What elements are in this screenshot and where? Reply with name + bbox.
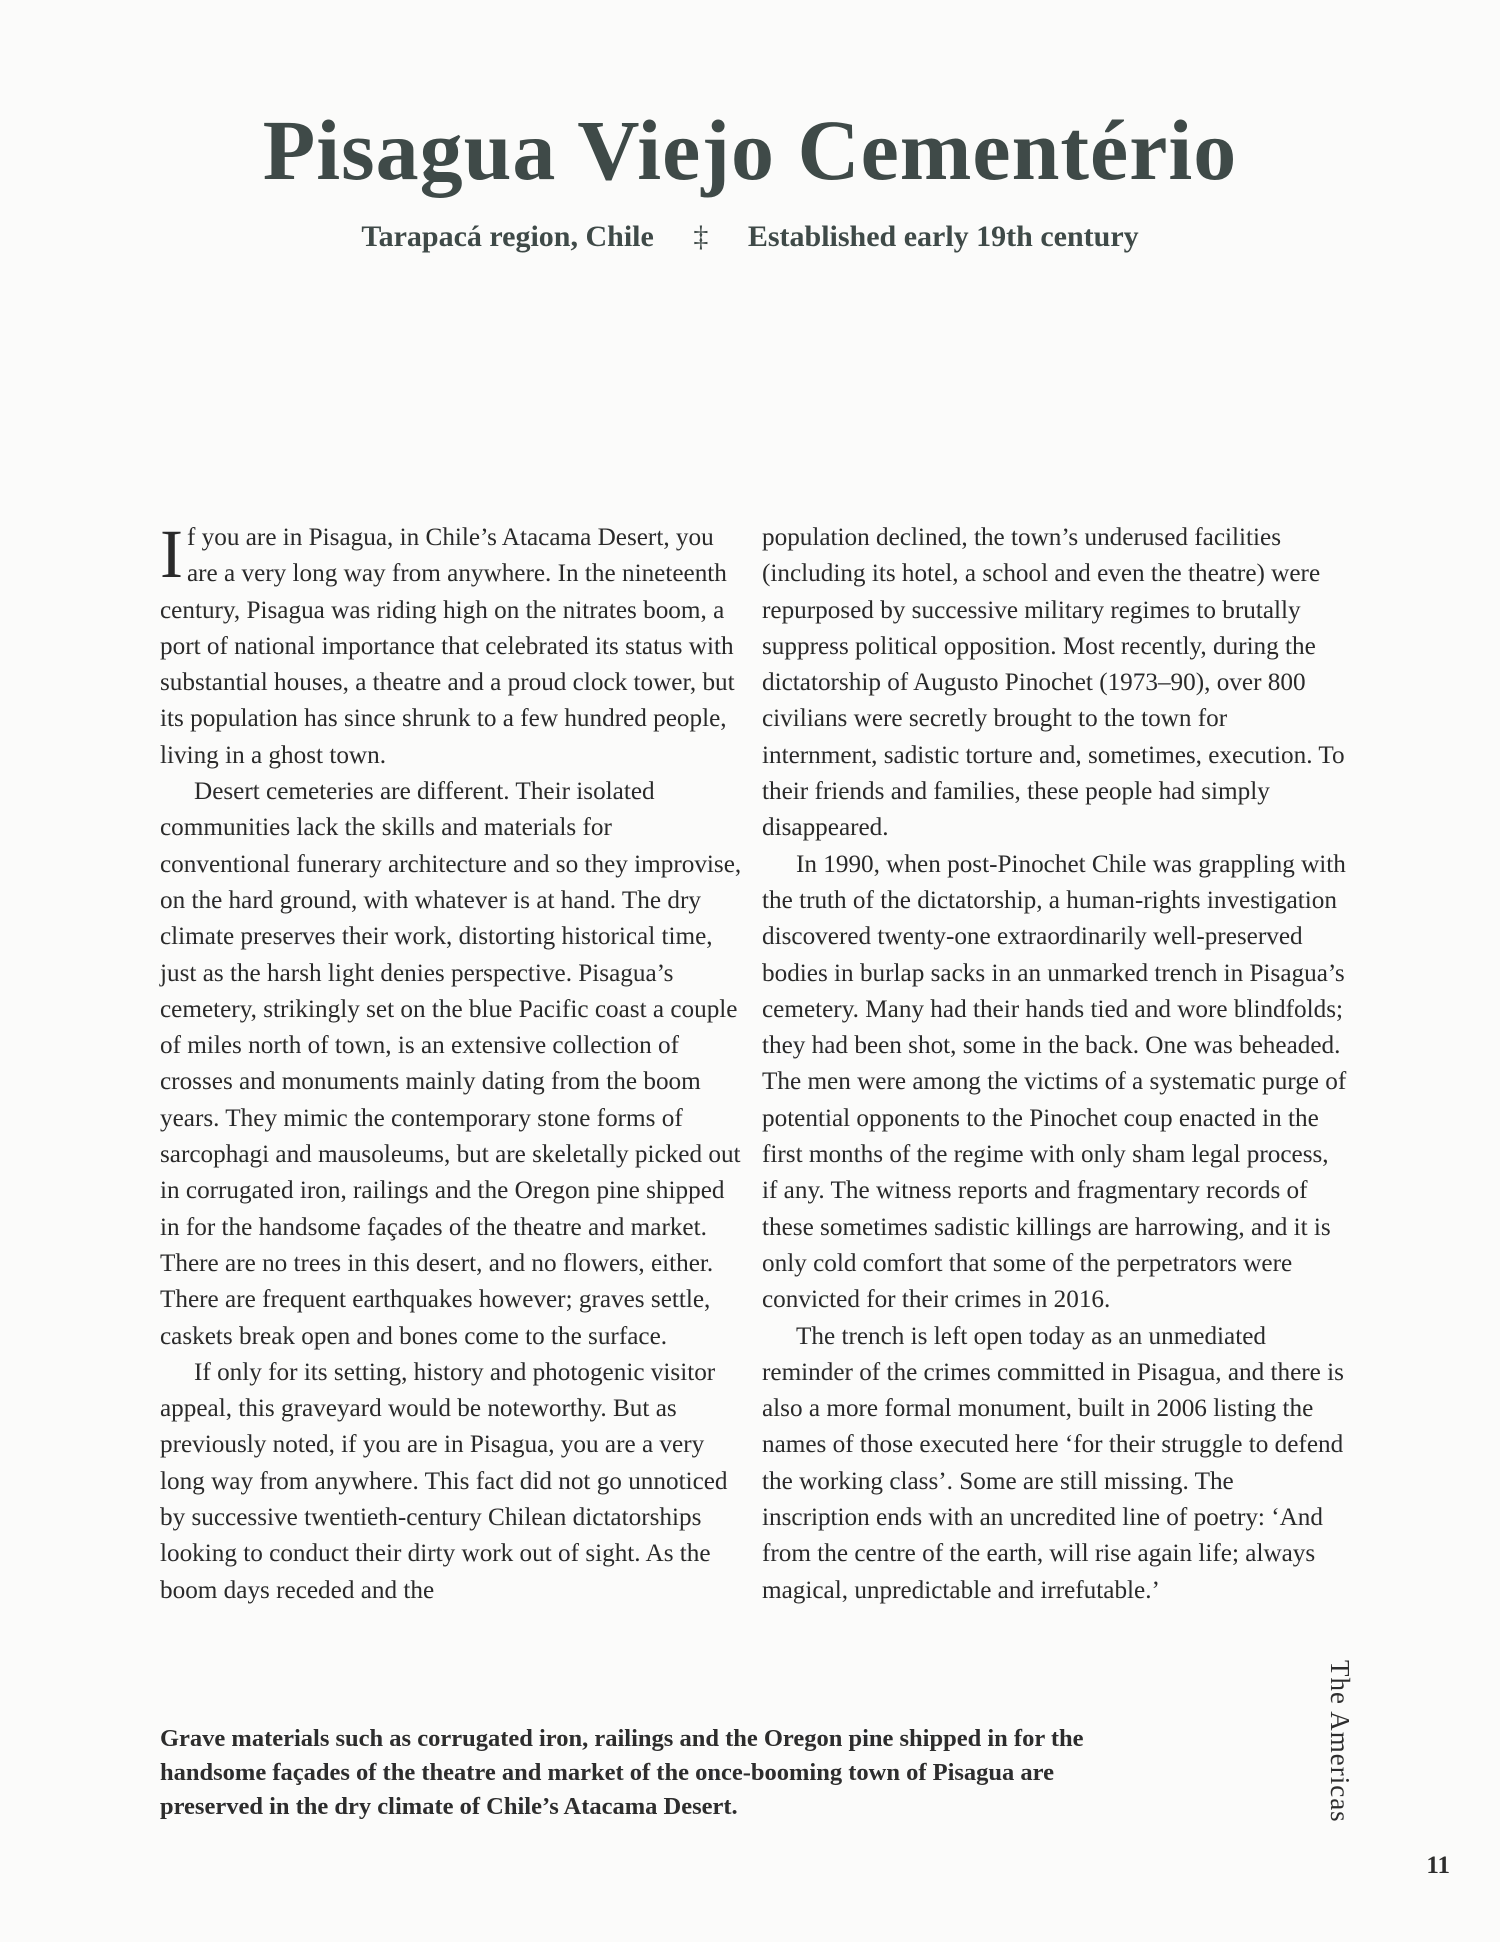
text-column-left (160, 516, 745, 1609)
subtitle (0, 220, 1500, 254)
drop-cap: I (160, 516, 183, 592)
body-paragraph-5: In 1990, when post-Pinochet Chile was grappling with the truth of the dictatorship, a human-rights investigation discovered twenty-one extraordinarily well-preserved bodies in burlap sacks in an unmarked trench in Pisagua’s cemetery. Many had their hands tied and wore blindfolds; they had been shot, some in the back. One was beheaded. The men were among the victims of a systematic purge of potential opponents to the Pinochet coup enacted in the first months of the regime with only sham legal process, if any. The witness reports and fragmentary records of these sometimes sadistic killings are harrowing, and it is only cold comfort that some of the perpetrators were convicted for their crimes in 2016. (762, 850, 1347, 1314)
page-title: Pisagua Viejo Cementério (262, 102, 1238, 198)
double-dagger-icon: ‡ (693, 220, 709, 253)
body-paragraph-2: Desert cemeteries are different. Their isolated communities lack the skills and materials for conventional funerary architecture and so they improvise, on the hard ground, with whatever is at hand. The dry climate preserves their work, distorting historical time, just as the harsh light denies perspective. Pisagua’s cemetery, strikingly set on the blue Pacific coast a couple of miles north of town, is an extensive collection of crosses and monuments mainly dating from the boom years. They mimic the contemporary stone forms of sarcophagi and mausoleums, but are skeletally picked out in corrugated iron, railings and the Oregon pine shipped in for the handsome façades of the theatre and market. There are no trees in this desert, and no flowers, either. There are frequent earthquakes however; graves settle, caskets break open and bones come to the surface. (160, 778, 742, 1350)
body-paragraph-4: population declined, the town’s underused facilities (including its hotel, a school and even the theatre) were repurposed by successive military regimes to brutally suppress political opposition. Most recently, during the dictatorship of Augusto Pinochet (1973–90), over 800 civilians were secretly brought to the town for internment, sadistic torture and, sometimes, execution. To their friends and families, these people had simply disappeared. (762, 524, 1345, 842)
established-text: Established early 19th century (747, 220, 1139, 253)
body-paragraph-3: If only for its setting, history and photogenic visitor appeal, this graveyard would be noteworthy. But as previously noted, if you are in Pisagua, you are a very long way from anywhere. This fact did not go unnoticed by successive twentieth-century Chilean dictatorships looking to conduct their dirty work out of sight. As the boom days receded and the (160, 1358, 728, 1604)
body-paragraph-1 (160, 516, 745, 774)
page-number: 11 (1426, 1852, 1450, 1879)
photo-caption: Grave materials such as corrugated iron, railings and the Oregon pine shipped in for the handsome façades of the theatre and market of the once-booming town of Pisagua are preserved in the dry climate of Chile’s Atacama Desert. (160, 1725, 1084, 1820)
location-text: Tarapacá region, Chile (361, 220, 654, 253)
text-column-right (762, 520, 1347, 1609)
body-paragraph-6: The trench is left open today as an unmediated reminder of the crimes committed in Pisagua, and there is also a more formal monument, built in 2006 listing the names of those executed here ‘for their struggle to defend the working class’. Some are still missing. The inscription ends with an uncredited line of poetry: ‘And from the centre of the earth, will rise again life; always magical, unpredictable and irrefutable.’ (762, 1322, 1344, 1604)
section-label: The Americas (1325, 1660, 1355, 1823)
body-paragraph-1-text: f you are in Pisagua, in Chile’s Atacama Desert, you are a very long way from anywhere. In the nineteenth century, Pisagua was riding high on the nitrates boom, a port of national importance that celebrated its status with substantial houses, a theatre and a proud clock tower, but its population has since shrunk to a few hundred people, living in a ghost town. (160, 524, 735, 769)
